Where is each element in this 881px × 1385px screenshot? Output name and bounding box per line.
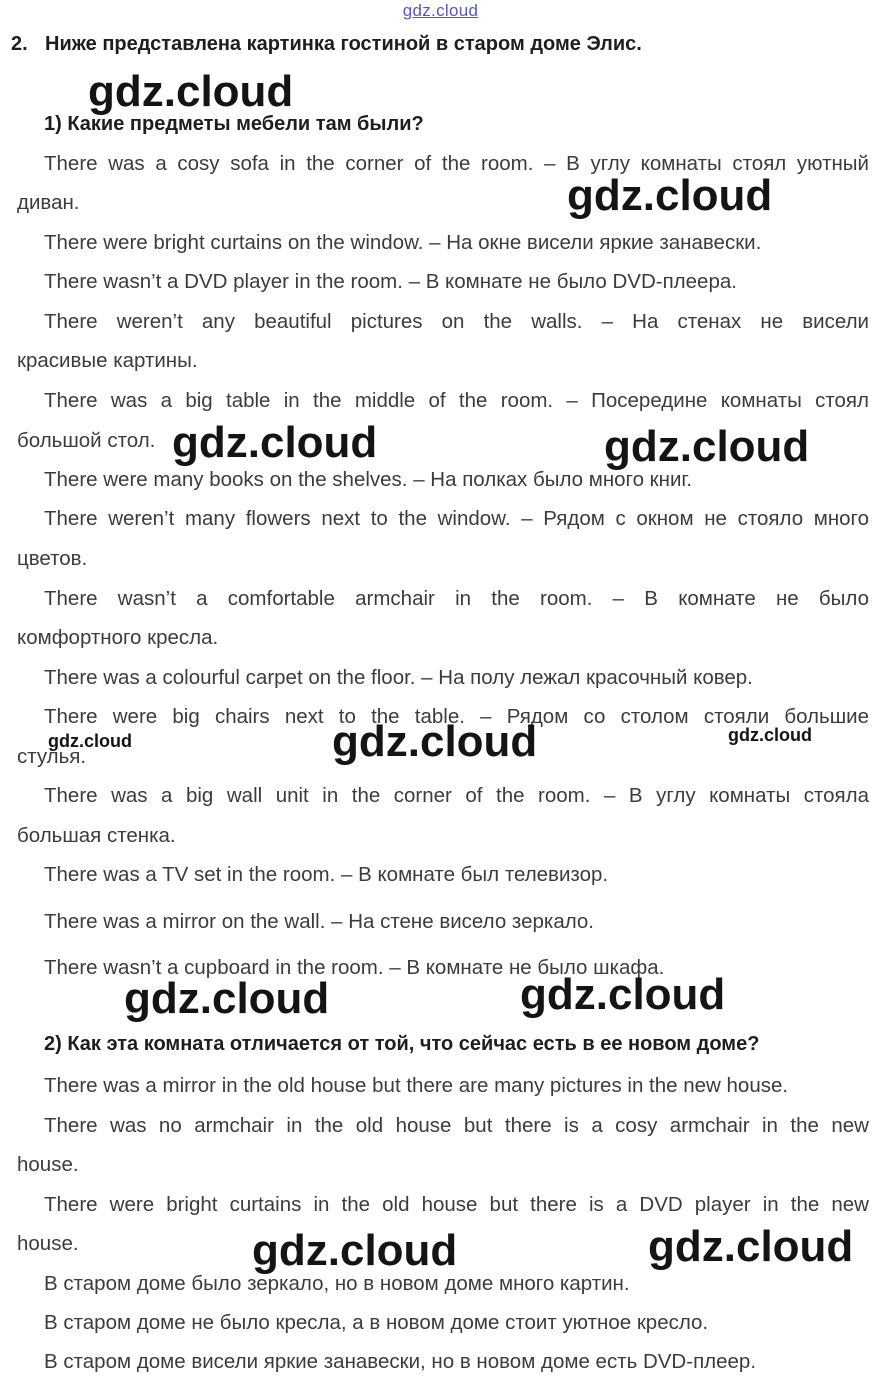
text-line: There were big chairs next to the table. – Рядом со столом стояли большие bbox=[44, 705, 869, 728]
text-line: There were many books on the shelves. – На полках было много книг. bbox=[44, 468, 693, 491]
task-title: Ниже представлена картинка гостиной в старом доме Элис. bbox=[45, 33, 642, 55]
watermark: gdz.cloud bbox=[252, 1226, 458, 1275]
question-1: 1) Какие предметы мебели там были? bbox=[44, 113, 424, 135]
text-line: There weren’t any beautiful pictures on the walls. – На стенах не висели bbox=[44, 310, 869, 333]
text-line: There was a cosy sofa in the corner of the room. – В углу комнаты стоял уютный bbox=[44, 152, 869, 175]
text-line: комфортного кресла. bbox=[17, 626, 219, 649]
watermark: gdz.cloud bbox=[567, 171, 773, 220]
text-line: В старом доме висели яркие занавески, но в новом доме есть DVD-плеер. bbox=[44, 1350, 757, 1373]
question-2: 2) Как эта комната отличается от той, что сейчас есть в ее новом доме? bbox=[44, 1033, 760, 1055]
text-line: There was a colourful carpet on the floor. – На полу лежал красочный ковер. bbox=[44, 666, 753, 689]
text-line: There wasn’t a comfortable armchair in the room. – В комнате не было bbox=[44, 587, 869, 610]
task-number: 2. bbox=[11, 33, 28, 55]
text-line: There was a TV set in the room. – В комнате был телевизор. bbox=[44, 863, 609, 886]
text-line: диван. bbox=[17, 191, 80, 214]
text-line: There was no armchair in the old house but there is a cosy armchair in the new bbox=[44, 1114, 869, 1137]
text-line: house. bbox=[17, 1232, 79, 1255]
text-line: There was a big table in the middle of the room. – Посередине комнаты стоял bbox=[44, 389, 869, 412]
watermark: gdz.cloud bbox=[648, 1222, 854, 1271]
watermark: gdz.cloud bbox=[48, 731, 132, 751]
task-heading bbox=[11, 33, 642, 56]
text-line: There wasn’t a cupboard in the room. – В комнате не было шкафа. bbox=[44, 956, 665, 979]
watermark: gdz.cloud bbox=[728, 725, 812, 745]
watermark: gdz.cloud bbox=[604, 422, 810, 471]
watermark: gdz.cloud bbox=[172, 418, 378, 467]
watermark: gdz.cloud bbox=[520, 970, 726, 1019]
text-line: большой стол. bbox=[17, 429, 156, 452]
text-line: There were bright curtains on the window. – На окне висели яркие занавески. bbox=[44, 231, 762, 254]
text-line: There was a big wall unit in the corner of the room. – В углу комнаты стояла bbox=[44, 784, 869, 807]
text-line: цветов. bbox=[17, 547, 88, 570]
text-line: house. bbox=[17, 1153, 79, 1176]
text-line: стулья. bbox=[17, 745, 87, 768]
text-line: There was a mirror on the wall. – На стене висело зеркало. bbox=[44, 910, 595, 933]
watermark: gdz.cloud bbox=[88, 67, 294, 116]
text-line: В старом доме не было кресла, а в новом доме стоит уютное кресло. bbox=[44, 1311, 709, 1334]
site-mark: gdz.cloud bbox=[402, 1, 479, 20]
watermark: gdz.cloud bbox=[124, 974, 330, 1023]
text-line: большая стенка. bbox=[17, 824, 176, 847]
text-line: красивые картины. bbox=[17, 349, 198, 372]
text-line: There weren’t many flowers next to the window. – Рядом с окном не стояло много bbox=[44, 507, 869, 530]
text-line: В старом доме было зеркало, но в новом доме много картин. bbox=[44, 1272, 630, 1295]
text-line: There were bright curtains in the old house but there is a DVD player in the new bbox=[44, 1193, 869, 1216]
watermark: gdz.cloud bbox=[332, 717, 538, 766]
text-line: There wasn’t a DVD player in the room. – В комнате не было DVD-плеера. bbox=[44, 270, 737, 293]
text-line: There was a mirror in the old house but there are many pictures in the new house. bbox=[44, 1074, 789, 1097]
